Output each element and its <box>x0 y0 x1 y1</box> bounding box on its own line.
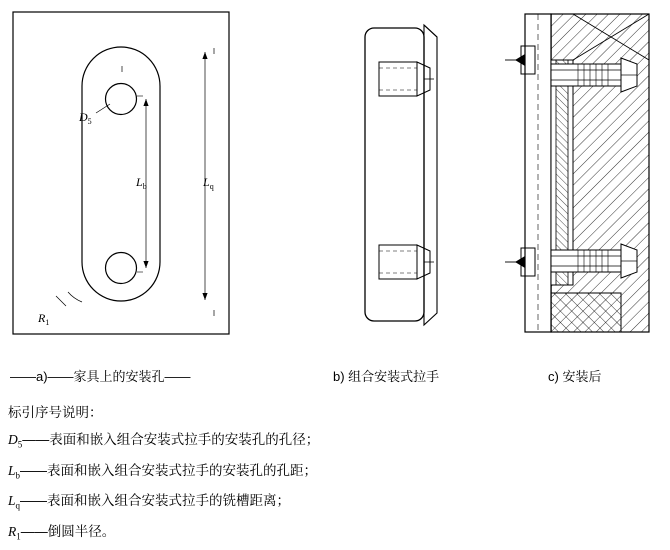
legend-item-lq <box>8 488 648 519</box>
legend-text-r1: ——倒圆半径。 <box>20 524 116 540</box>
panel-c-installed <box>505 14 649 332</box>
caption-a: ——a)——家具上的安装孔—— <box>10 369 191 384</box>
legend-symbol-lb-sub: b <box>15 470 21 481</box>
legend-title: 标引序号说明： <box>8 405 103 420</box>
figure-captions <box>0 362 670 390</box>
legend-symbol-lb: L <box>8 462 16 478</box>
legend-item-d5 <box>8 427 648 458</box>
caption-b: b) 组合安装式拉手 <box>333 369 440 384</box>
label-lq: $L_q$ <box>203 175 214 191</box>
legend-text-d5: ——表面和嵌入组合安装式拉手的安装孔的孔径； <box>22 432 320 447</box>
legend-item-lb <box>8 458 648 489</box>
legend-symbol-lq-sub: q <box>15 501 21 512</box>
legend <box>8 400 648 550</box>
legend-symbol-d5-sub: 5 <box>17 439 23 450</box>
legend-symbol-lq: L <box>8 493 16 509</box>
legend-text-lb: ——表面和嵌入组合安装式拉手的安装孔的孔距； <box>20 462 318 478</box>
caption-c: c) 安装后 <box>548 369 602 384</box>
legend-symbol-r1-sub: 1 <box>16 531 21 542</box>
legend-item-r1 <box>8 519 648 550</box>
label-r1: $R_1$ <box>38 311 50 327</box>
panel-b-handle <box>365 25 437 325</box>
legend-symbol-r1: R <box>8 524 17 540</box>
legend-symbol-d5: D <box>8 432 18 447</box>
label-lb: $L_b$ <box>136 175 147 191</box>
legend-text-lq: ——表面和嵌入组合安装式拉手的铣槽距离； <box>20 493 291 509</box>
label-d5: $D_5$ <box>79 110 92 126</box>
panel-a-furniture-holes <box>13 12 229 334</box>
